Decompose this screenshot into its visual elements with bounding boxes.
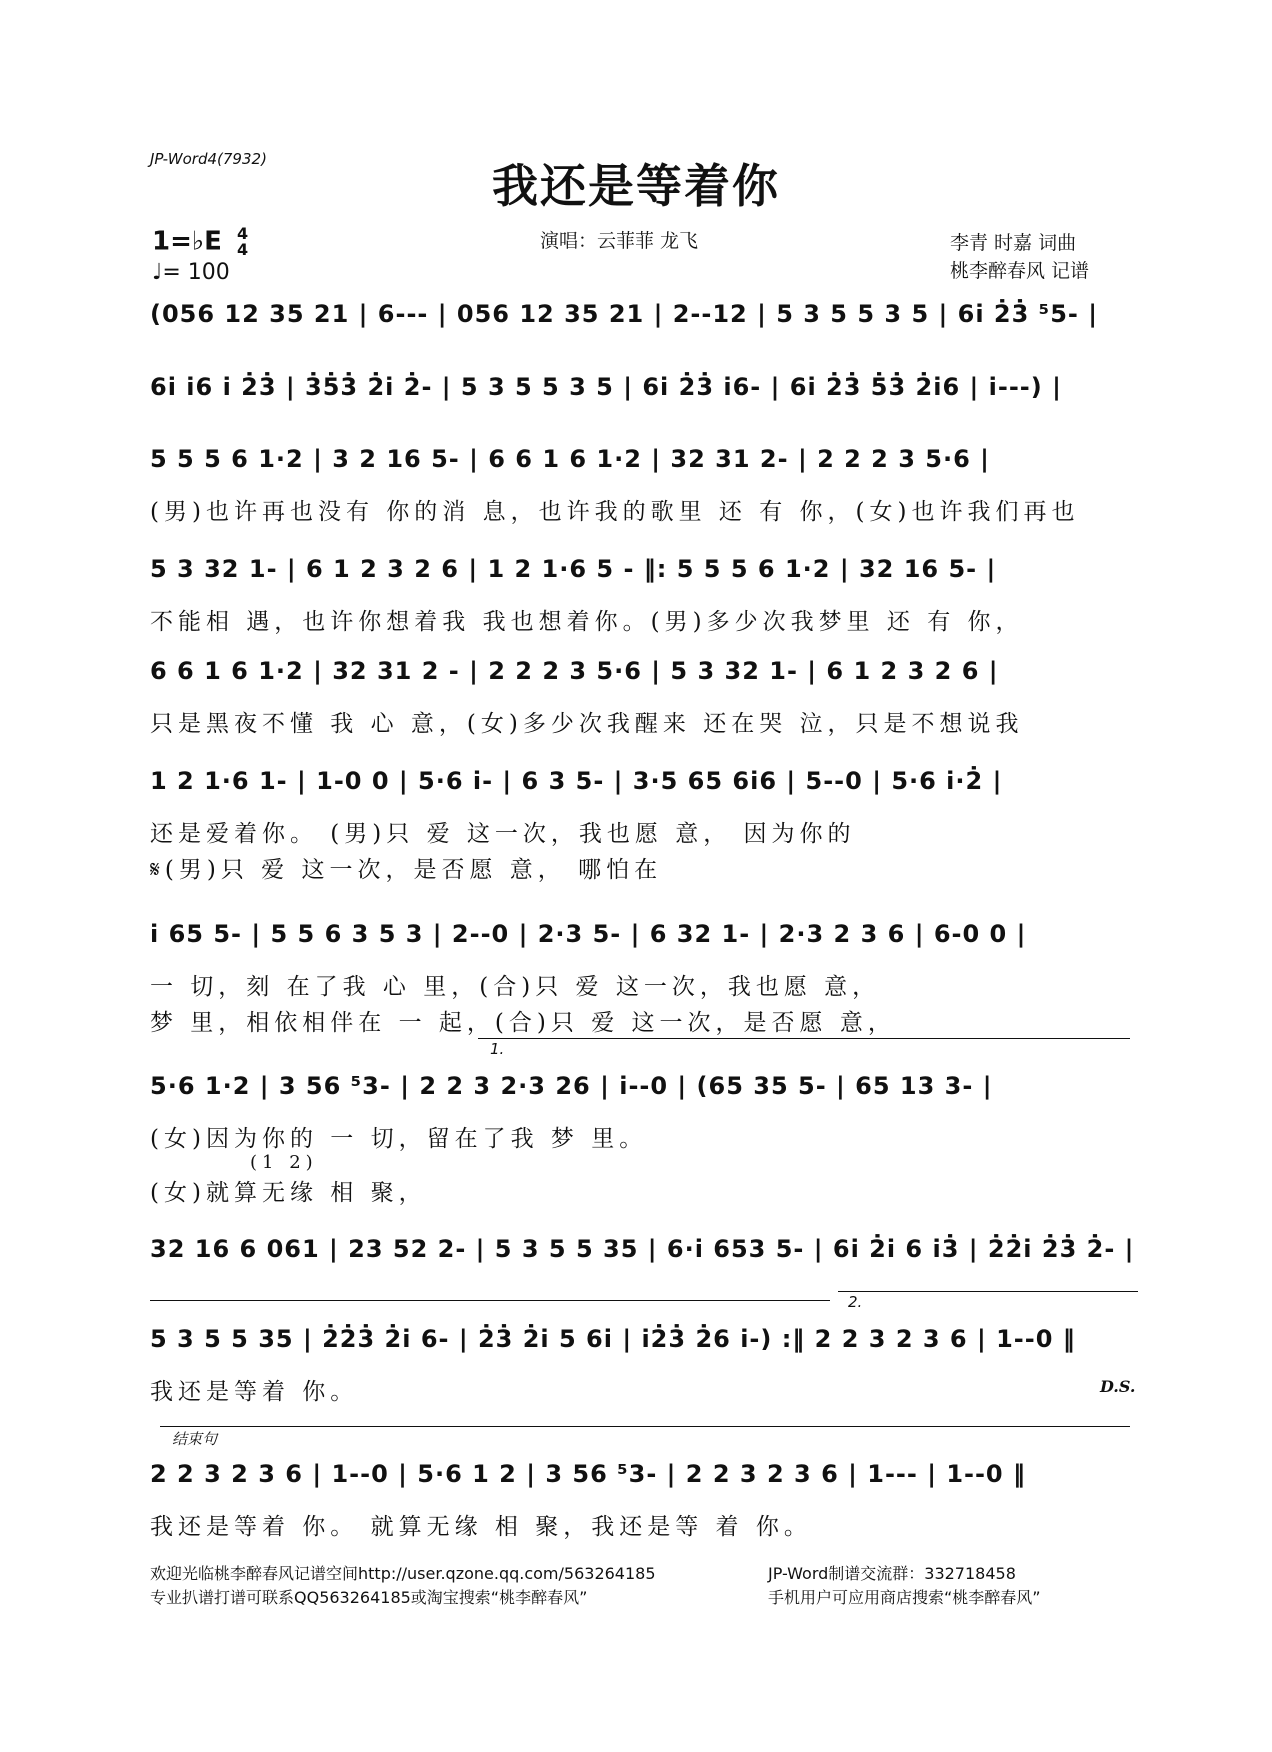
footer-line2-left: 专业扒谱打谱可联系QQ563264185或淘宝搜索“桃李醉春风” [150, 1588, 588, 1607]
notation-row: 5·6 1·2 | 3 56 ⁵3- | 2 2 3 2·3 26 | i--0 | (65 35 5- | 65 13 3- | [150, 1072, 993, 1100]
footer-line1-left: 欢迎光临桃李醉春风记谱空间http://user.qzone.qq.com/563264185 [150, 1564, 656, 1583]
volta-bracket: 2. [848, 1293, 863, 1311]
system-divider [150, 1300, 830, 1301]
notation-row: 32 16 6 061 | 23 52 2- | 5 3 5 5 35 | 6·i 653 5- | 6i 2̇i 6 i3̇ | 2̇2̇i 2̇3̇ 2̇- | [150, 1235, 1135, 1263]
volta-line [478, 1038, 1130, 1039]
notation-row: 5 3 32 1- | 6 1 2 3 2 6 | 1 2 1·6 5 - ‖: 5 5 5 6 1·2 | 32 16 5- | [150, 555, 997, 583]
transcriber-credit: 桃李醉春风 记谱 [950, 260, 1090, 282]
meter-bottom: 4 [236, 240, 249, 259]
repeat-marker: (1 2) [250, 1152, 318, 1173]
notation-row: 6 6 1 6 1·2 | 32 31 2 - | 2 2 2 3 5·6 | 5 3 32 1- | 6 1 2 3 2 6 | [150, 657, 999, 685]
notation-row: 1 2 1·6 1- | 1-0 0 | 5·6 i- | 6 3 5- | 3·5 65 6i6 | 5--0 | 5·6 i·2̇ | [150, 767, 1003, 795]
lyric-line: 我还是等着 你。 [150, 1379, 359, 1405]
lyric-line: 我还是等着 你。 就算无缘 相 聚，我还是等 着 你。 [150, 1514, 812, 1540]
time-signature [237, 226, 248, 258]
lyric-line: 还是爱着你。 (男)只 爱 这一次，我也愿 意， 因为你的 [150, 821, 856, 847]
notation-row: i 65 5- | 5 5 6 3 5 3 | 2--0 | 2·3 5- | 6 32 1- | 2·3 2 3 6 | 6-0 0 | [150, 920, 1027, 948]
meter-top: 4 [236, 224, 249, 243]
notation-row: 5 5 5 6 1·2 | 3 2 16 5- | 6 6 1 6 1·2 | 32 31 2- | 2 2 2 3 5·6 | [150, 445, 990, 473]
coda-line [160, 1426, 1130, 1427]
lyric-line: 一 切，刻 在了我 心 里，(合)只 爱 这一次，我也愿 意， [150, 974, 881, 1000]
notation-row: 5 3 5 5 35 | 2̇2̇3̇ 2̇i 6- | 2̇3̇ 2̇i 5 6i | i2̇3̇ 2̇6 i-) :‖ 2 2 3 2 3 6 | 1--0 ‖ [150, 1325, 1076, 1353]
lyricist-composer-credit: 李青 时嘉 词曲 [950, 232, 1077, 254]
singer-credit: 演唱：云菲菲 龙飞 [540, 230, 699, 252]
lyric-line: (女)就算无缘 相 聚， [150, 1180, 427, 1206]
song-title: 我还是等着你 [492, 159, 780, 213]
volta-bracket: 1. [490, 1040, 505, 1058]
tempo-marking: ♩= 100 [152, 260, 230, 285]
lyric-line: (男)也许再也没有 你的消 息，也许我的歌里 还 有 你，(女)也许我们再也 [150, 499, 1080, 525]
footer-line2-right: 手机用户可应用商店搜索“桃李醉春风” [768, 1588, 1041, 1607]
lyric-line: 只是黑夜不懂 我 心 意，(女)多少次我醒来 还在哭 泣，只是不想说我 [150, 711, 1024, 737]
lyric-line: 𝄋(男)只 爱 这一次，是否愿 意， 哪怕在 [150, 857, 663, 883]
volta-line [838, 1291, 1138, 1292]
coda-label: 结束句 [172, 1430, 218, 1448]
lyric-line: (女)因为你的 一 切，留在了我 梦 里。 [150, 1126, 648, 1152]
lyric-line: 梦 里，相依相伴在 一 起，(合)只 爱 这一次，是否愿 意， [150, 1010, 896, 1036]
notation-row: (056 12 35 21 | 6--- | 056 12 35 21 | 2--12 | 5 3 5 5 3 5 | 6i 2̇3̇ ⁵5- | [150, 300, 1098, 328]
lyric-line: 不能相 遇，也许你想着我 我也想着你。(男)多少次我梦里 还 有 你， [150, 609, 1024, 635]
key-signature [152, 226, 248, 258]
notation-row: 6i i6 i 2̇3̇ | 3̇5̇3̇ 2̇i 2̇- | 5 3 5 5 3 5 | 6i 2̇3̇ i6- | 6i 2̇3̇ 5̇3̇ 2̇i6 | i---) | [150, 373, 1062, 401]
dal-segno-mark: D.S. [1100, 1377, 1136, 1396]
footer-line1-right: JP-Word制谱交流群：332718458 [768, 1564, 1016, 1583]
key-label: 1=♭E [152, 226, 222, 257]
software-label: JP-Word4(7932) [150, 150, 267, 168]
notation-row: 2 2 3 2 3 6 | 1--0 | 5·6 1 2 | 3 56 ⁵3- | 2 2 3 2 3 6 | 1--- | 1--0 ‖ [150, 1460, 1026, 1488]
